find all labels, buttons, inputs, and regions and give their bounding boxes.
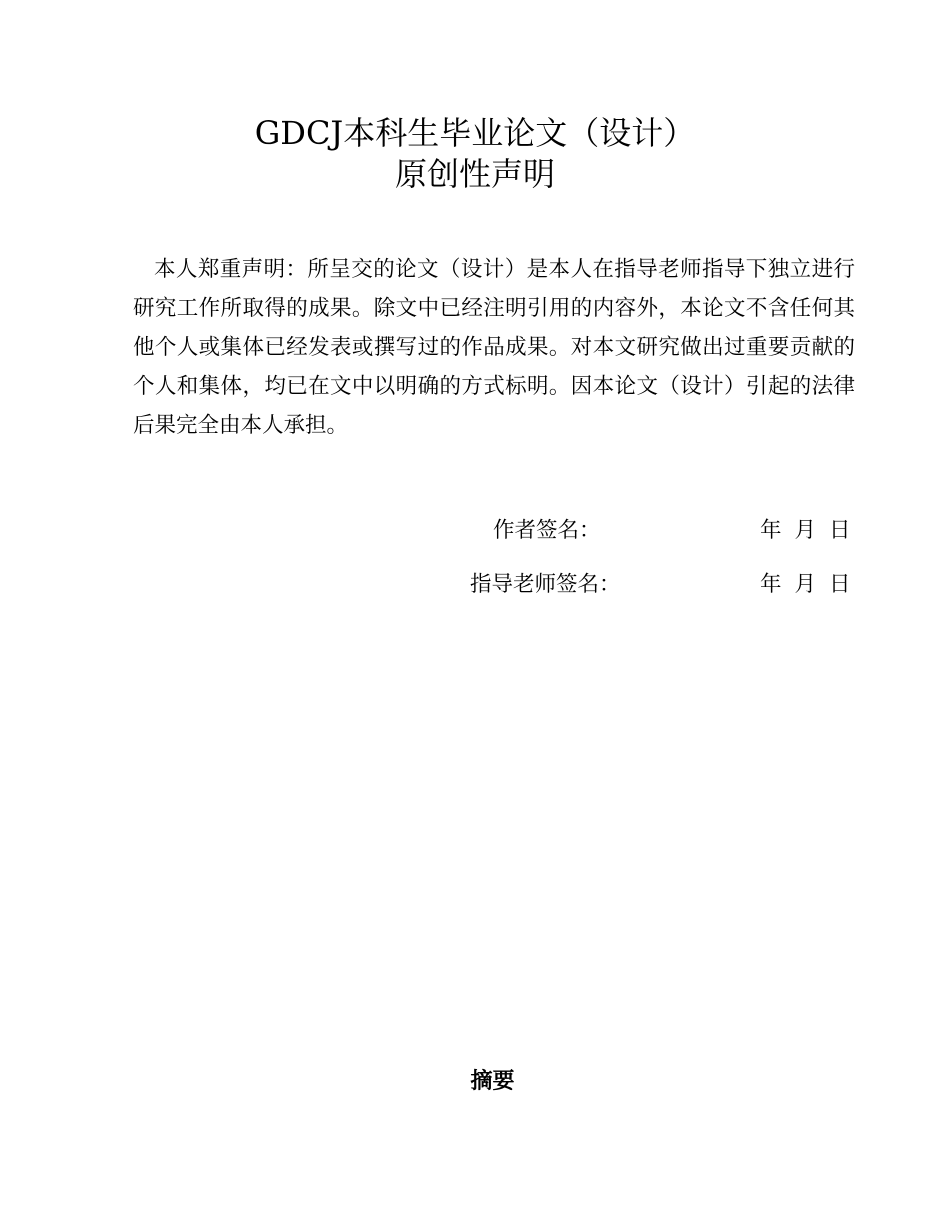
date-day-label: 日 [829,518,851,543]
date-year-label: 年 [760,518,782,543]
date-month-label: 月 [794,572,817,597]
advisor-signature-date [760,571,851,599]
date-day-label: 日 [829,572,851,597]
author-signature-date [760,517,851,545]
date-year-label: 年 [760,572,782,597]
declaration-paragraph: 本人郑重声明：所呈交的论文（设计）是本人在指导老师指导下独立进行研究工作所取得的成果。除文中已经注明引用的内容外，本论文不含任何其他个人或集体已经发表或撰写过的作品成果。对本文研究做出过重要贡献的个人和集体，均已在文中以明确的方式标明。因本论文（设计）引起的法律后果完全由本人承担。 [133,257,855,438]
advisor-signature-label: 指导老师签名： [470,572,621,597]
abstract-heading: 摘要 [470,1068,515,1094]
author-signature-label: 作者签名： [493,518,601,543]
page-title: GDCJ本科生毕业论文（设计） [254,114,696,152]
page-subtitle: 原创性声明 [394,155,555,193]
date-month-label: 月 [794,518,817,543]
